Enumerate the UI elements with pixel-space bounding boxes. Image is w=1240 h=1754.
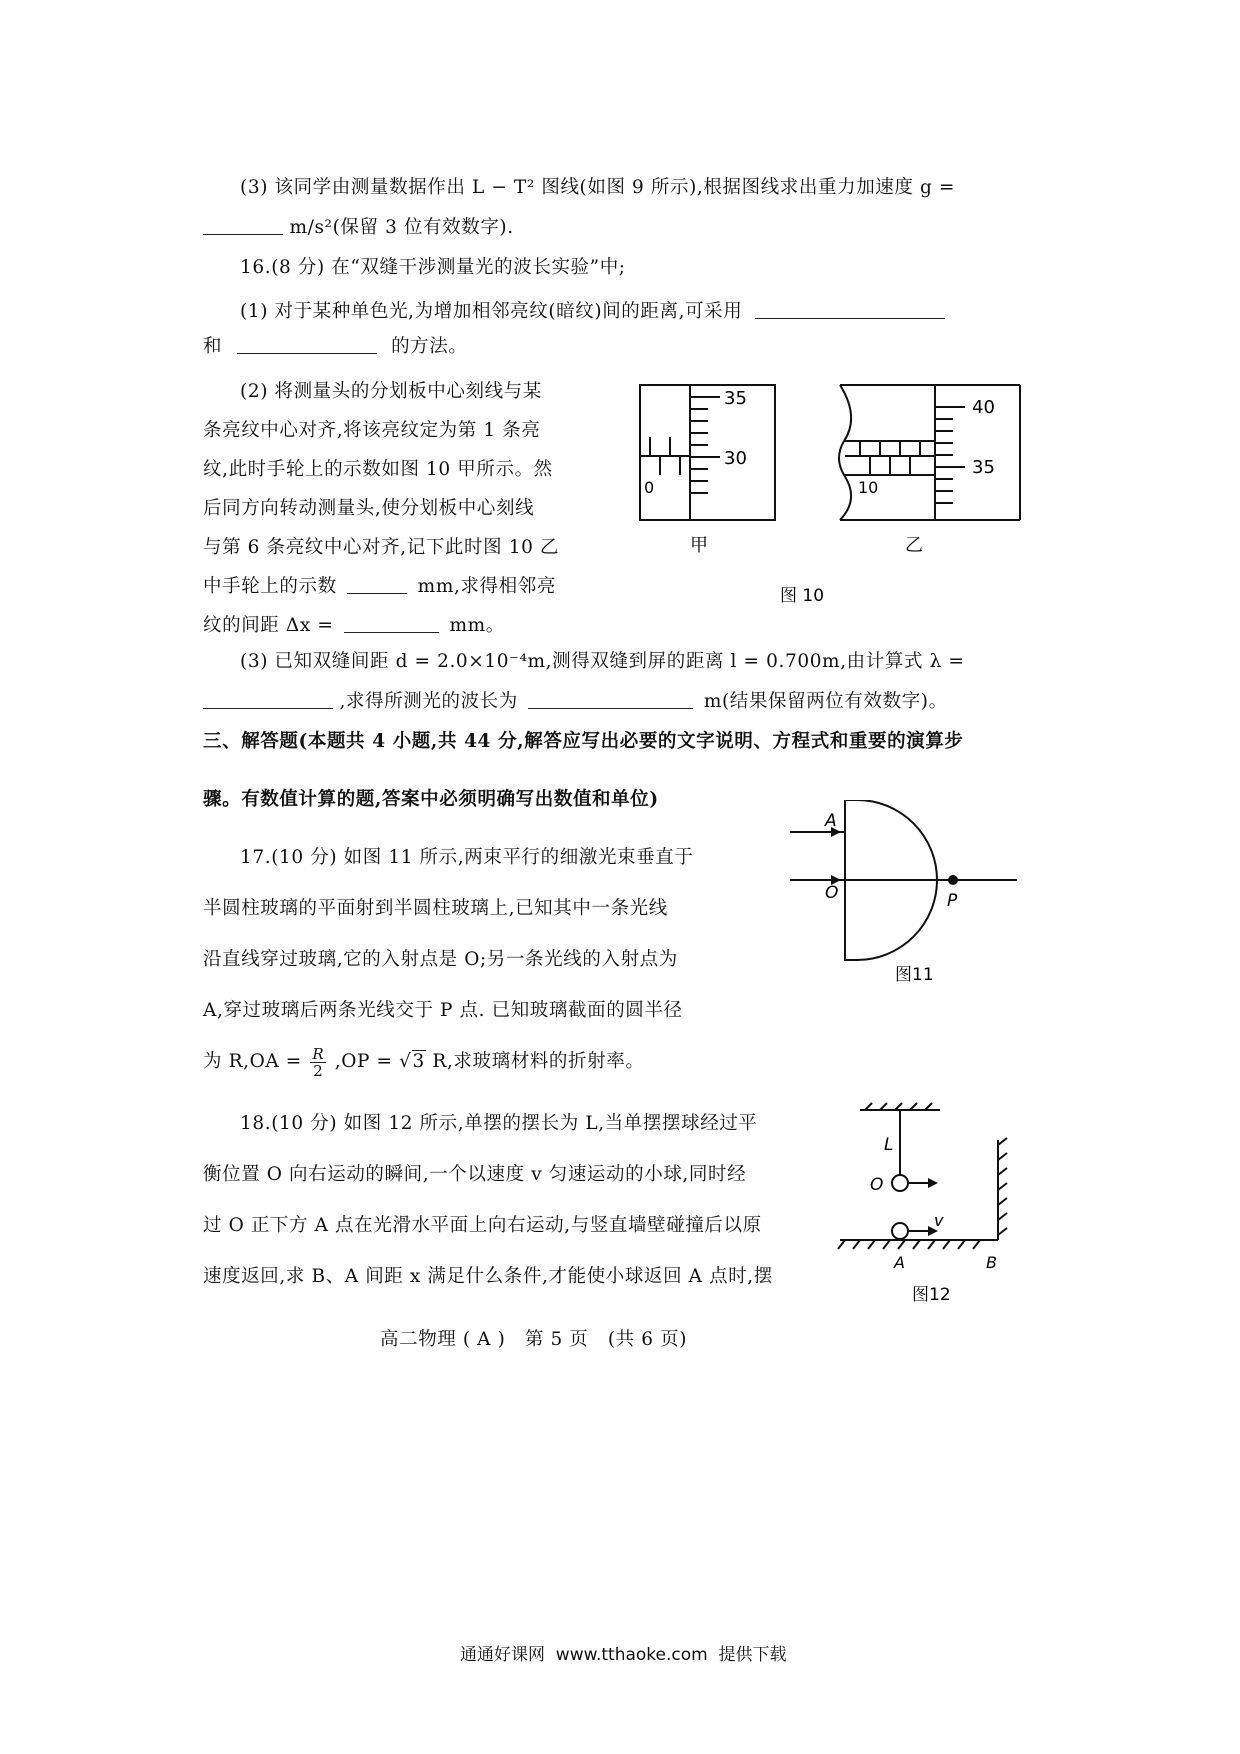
q16-p2-line6b: mm,求得相邻亮	[417, 576, 556, 597]
answer-blank-g[interactable]	[203, 216, 283, 235]
q16-p2-line5: 与第 6 条亮纹中心对齐,记下此时图 10 乙	[203, 537, 560, 558]
q15-3-line2-text: m/s²(保留 3 位有效数字).	[289, 217, 514, 238]
answer-blank-reading[interactable]	[347, 575, 407, 594]
section3-line2: 骤。有数值计算的题,答案中必须明确写出数值和单位)	[203, 789, 659, 810]
q17-last-c: R,求玻璃材料的折射率。	[432, 1051, 645, 1072]
fig10-b-tick-35: 35	[972, 457, 995, 478]
q17-line4: A,穿过玻璃后两条光线交于 P 点. 已知玻璃截面的圆半径	[203, 1000, 683, 1021]
answer-blank-method1[interactable]	[755, 300, 945, 319]
q16-p2-line7	[203, 614, 505, 638]
point-p	[948, 875, 958, 885]
q16-header: 16.(8 分) 在“双缝干涉测量光的波长实验”中;	[240, 257, 626, 278]
fig11-label-o: O	[825, 883, 839, 903]
fig12-label-b: B	[986, 1253, 997, 1272]
fig12-caption: 图12	[912, 1285, 951, 1305]
answer-blank-wavelength[interactable]	[528, 690, 693, 709]
fig12-label-o: O	[870, 1175, 884, 1195]
q18-line2: 衡位置 O 向右运动的瞬间,一个以速度 v 匀速运动的小球,同时经	[203, 1164, 747, 1185]
q15-3-line1: (3) 该同学由测量数据作出 L − T² 图线(如图 9 所示),根据图线求出重力加速度 g =	[240, 177, 956, 198]
fig10-a-tick-35: 35	[724, 388, 747, 409]
figure-11	[785, 800, 1025, 990]
q17-line5	[203, 1044, 644, 1080]
q18-line4: 速度返回,求 B、A 间距 x 满足什么条件,才能使小球返回 A 点时,摆	[203, 1266, 773, 1287]
q16-p3-line2	[203, 690, 948, 714]
sqrt-sign: √	[399, 1051, 412, 1072]
fig10-a-tick-30: 30	[724, 448, 747, 469]
q16-p3-line2b: m(结果保留两位有效数字)。	[703, 691, 948, 712]
page-footer: 高二物理 ( A ) 第 5 页 (共 6 页)	[380, 1329, 688, 1350]
q16-p2-line1: (2) 将测量头的分划板中心刻线与某	[240, 381, 542, 402]
fig12-label-a: A	[894, 1253, 905, 1272]
q15-3-line2	[203, 216, 514, 240]
q16-p1-line1	[240, 300, 945, 324]
q17-line2: 半圆柱玻璃的平面射到半圆柱玻璃上,已知其中一条光线	[203, 898, 668, 919]
q16-p3-line2a: ,求得所测光的波长为	[339, 691, 518, 712]
fig12-label-l: L	[884, 1135, 894, 1155]
q16-p2-line7a: 纹的间距 Δx =	[203, 615, 334, 636]
figure-10	[620, 375, 1060, 605]
sqrt-value: 3	[412, 1051, 425, 1072]
fig12-label-v: v	[934, 1211, 944, 1230]
q16-p2-line3: 纹,此时手轮上的示数如图 10 甲所示。然	[203, 459, 553, 480]
section3-line1: 三、解答题(本题共 4 小题,共 44 分,解答应写出必要的文字说明、方程式和重要的演算步	[203, 731, 964, 752]
q17-last-b: ,OP =	[334, 1051, 393, 1072]
fraction-r-over-2	[310, 1046, 326, 1079]
figure-12	[830, 1100, 1030, 1305]
frac-num: R	[312, 1044, 325, 1063]
q16-p1-text: (1) 对于某种单色光,为增加相邻亮纹(暗纹)间的距离,可采用	[240, 301, 743, 322]
q18-line3: 过 O 正下方 A 点在光滑水平面上向右运动,与竖直墙壁碰撞后以原	[203, 1215, 762, 1236]
fig10-label-a: 甲	[690, 535, 708, 556]
fig10-b-main: 10	[858, 478, 879, 497]
fig10-caption: 图 10	[780, 586, 825, 605]
q16-p2-line6	[203, 575, 556, 599]
frac-den: 2	[313, 1061, 324, 1080]
answer-blank-method2[interactable]	[237, 335, 377, 354]
q16-p2-line6a: 中手轮上的示数	[203, 576, 337, 597]
q16-p2-line7b: mm。	[449, 615, 505, 636]
answer-blank-dx[interactable]	[344, 614, 439, 633]
q16-p1-and: 和	[203, 336, 223, 357]
fig10-a-main: 0	[644, 478, 655, 497]
q16-p1-end: 的方法。	[391, 336, 468, 357]
fig11-label-p: P	[947, 891, 958, 911]
q16-p3-line1: (3) 已知双缝间距 d = 2.0×10⁻⁴m,测得双缝到屏的距离 l = 0.700m,由计算式 λ =	[240, 651, 965, 672]
fig11-caption: 图11	[895, 965, 934, 985]
q16-p1-line2	[203, 335, 467, 359]
answer-blank-formula[interactable]	[203, 690, 333, 709]
pendulum-arrow	[928, 1178, 938, 1188]
site-footer: 通通好课网 www.tthaoke.com 提供下载	[460, 1645, 787, 1665]
fig10-label-b: 乙	[905, 535, 923, 556]
fig10-b-tick-40: 40	[972, 397, 995, 418]
q16-p2-line4: 后同方向转动测量头,使分划板中心刻线	[203, 498, 535, 519]
q16-p2-line2: 条亮纹中心对齐,将该亮纹定为第 1 条亮	[203, 420, 541, 441]
fig11-label-a: A	[825, 811, 837, 831]
q17-line1: 17.(10 分) 如图 11 所示,两束平行的细激光束垂直于	[240, 847, 694, 868]
q18-line1: 18.(10 分) 如图 12 所示,单摆的摆长为 L,当单摆摆球经过平	[240, 1113, 758, 1134]
q17-last-a: 为 R,OA =	[203, 1051, 302, 1072]
micrometer-a	[640, 385, 775, 520]
q17-line3: 沿直线穿过玻璃,它的入射点是 O;另一条光线的入射点为	[203, 949, 678, 970]
